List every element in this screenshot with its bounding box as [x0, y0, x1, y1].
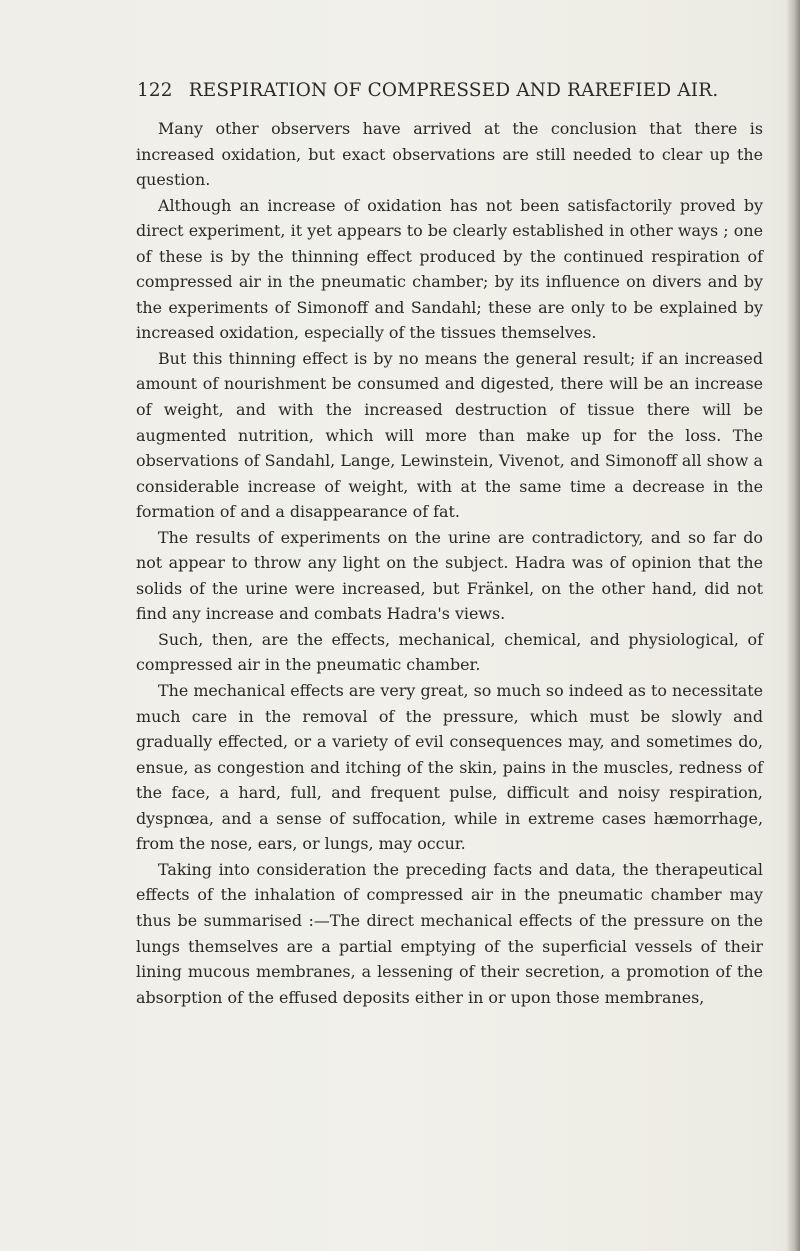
paragraph-therapeutical-effects: Taking into consideration the preceding facts and data, the therapeutical effects of the inhalation of compressed air in the pneumatic chamber may thus be summarised :—The direct mechanical effects of the pressure on the lungs themselves are a partial emptying of the superficial vessels of their lining mucous membranes, a lessening of their secretion, a promotion of the absorption of the effused deposits either in or upon those membranes,	[136, 859, 763, 1007]
page-number: 122	[137, 80, 173, 101]
body-text	[136, 116, 763, 1010]
running-header	[137, 80, 777, 101]
paragraph-urine-experiments: The results of experiments on the urine are contradictory, and so far do not appear to throw any light on the subject. Hadra was of opinion that the solids of the urine were increased, but Fränkel, on the other hand, did not find any increase and combats Hadra's views.	[136, 527, 763, 624]
paragraph-mechanical-effects: The mechanical effects are very great, so much so indeed as to necessitate much care in the removal of the pressure, which must be slowly and gradually effected, or a variety of evil consequences may, and sometimes do, ensue, as congestion and itching of the skin, pains in the muscles, redness of the face, a hard, full, and frequent pulse, difficult and noisy respiration, dyspnœa, and a sense of suffocation, while in extreme cases hæmorrhage, from the nose, ears, or lungs, may occur.	[136, 681, 763, 854]
paragraph-summary-effects: Such, then, are the effects, mechanical, chemical, and physiological, of compressed air in the pneumatic chamber.	[136, 629, 763, 675]
paragraph-weight-increase: But this thinning effect is by no means the general result; if an increased amount of nourishment be consumed and digested, there will be an increase of weight, and with the increased destruction of tissue there will be augmented nutrition, which will more than make up for the loss. The observations of Sandahl, Lange, Lewinstein, Vivenot, and Simonoff all show a considerable increase of weight, with at the same time a decrease in the formation of and a disappearance of fat.	[136, 348, 763, 522]
paragraph-oxidation-evidence: Although an increase of oxidation has not been satisfactorily proved by direct experiment, it yet appears to be clearly established in other ways ; one of these is by the thinning effect produced by the continued respiration of compressed air in the pneumatic chamber; by its influence on divers and by the experiments of Simonoff and Sandahl; these are only to be explained by increased oxidation, especially of the tissues themselves.	[136, 195, 763, 343]
running-title: RESPIRATION OF COMPRESSED AND RAREFIED AIR.	[188, 80, 719, 101]
page-edge-shadow	[786, 0, 800, 1251]
paragraph-oxidation-observers: Many other observers have arrived at the conclusion that there is increased oxidation, but exact observations are still needed to clear up the question.	[136, 119, 763, 190]
